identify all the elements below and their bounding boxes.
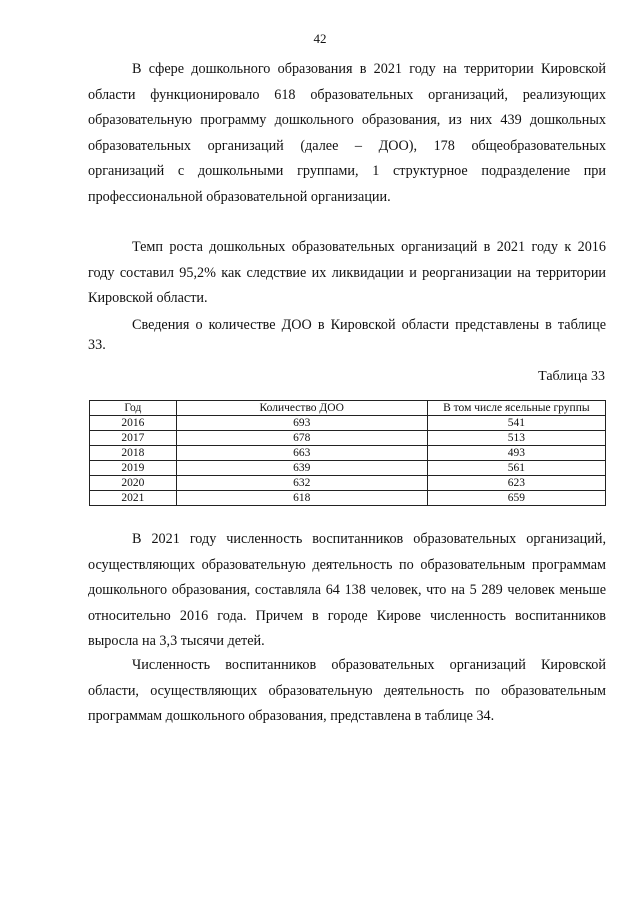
table-row [90, 446, 606, 461]
paragraph-pupil-count [88, 527, 606, 655]
paragraph-text: Темп роста дошкольных образовательных организаций в 2021 году к 2016 году составил 95,2% как следствие их ликвидации и реорганизации на территории Кировской области. [88, 239, 606, 306]
paragraph-text: В 2021 году численность воспитанников образовательных организаций, осуществляющих образовательную деятельность по образовательным программам дошкольного образования, составляла 64 138 человек, что на 5 289 человек меньше относительно 2016 года. Причем в городе Кирове численность воспитанников выросла на 3,3 тысячи детей. [88, 531, 606, 649]
table-row [90, 431, 606, 446]
paragraph-table-reference [88, 315, 606, 355]
page-number: 42 [313, 31, 327, 46]
cell-year: 2019 [90, 461, 177, 476]
table-header-row [90, 401, 606, 416]
paragraph-growth-rate [88, 235, 606, 312]
cell-nursery-groups: 513 [427, 431, 605, 446]
cell-doo-count: 632 [176, 476, 427, 491]
cell-nursery-groups: 541 [427, 416, 605, 431]
cell-nursery-groups: 623 [427, 476, 605, 491]
paragraph-text: Численность воспитанников образовательных организаций Кировской области, осуществляющих образовательную деятельность по образовательным программам дошкольного образования, представлена в таблице 34. [88, 657, 606, 724]
cell-year: 2021 [90, 491, 177, 506]
cell-nursery-groups: 493 [427, 446, 605, 461]
header-year: Год [90, 401, 177, 416]
cell-doo-count: 678 [176, 431, 427, 446]
paragraph-table34-reference [88, 653, 606, 730]
table-row [90, 476, 606, 491]
cell-doo-count: 693 [176, 416, 427, 431]
doo-count-table [89, 400, 606, 506]
table-row [90, 491, 606, 506]
paragraph-text: В сфере дошкольного образования в 2021 году на территории Кировской области функционировало 618 образовательных организаций, реализующих образовательную программу дошкольного образования, из них 439 дошкольных образовательных организаций (далее – ДОО), 178 общеобразовательных организаций с дошкольными группами, 1 структурное подразделение при профессиональной образовательной организации. [88, 61, 606, 205]
cell-nursery-groups: 659 [427, 491, 605, 506]
paragraph-preschool-overview [88, 57, 606, 210]
paragraph-text: Сведения о количестве ДОО в Кировской области представлены в таблице 33. [88, 317, 606, 353]
header-nursery-groups: В том числе ясельные группы [427, 401, 605, 416]
cell-year: 2018 [90, 446, 177, 461]
header-doo-count: Количество ДОО [176, 401, 427, 416]
table-row [90, 416, 606, 431]
cell-year: 2020 [90, 476, 177, 491]
cell-year: 2016 [90, 416, 177, 431]
cell-doo-count: 618 [176, 491, 427, 506]
cell-nursery-groups: 561 [427, 461, 605, 476]
cell-doo-count: 663 [176, 446, 427, 461]
cell-year: 2017 [90, 431, 177, 446]
cell-doo-count: 639 [176, 461, 427, 476]
table-caption: Таблица 33 [538, 369, 605, 384]
table-row [90, 461, 606, 476]
